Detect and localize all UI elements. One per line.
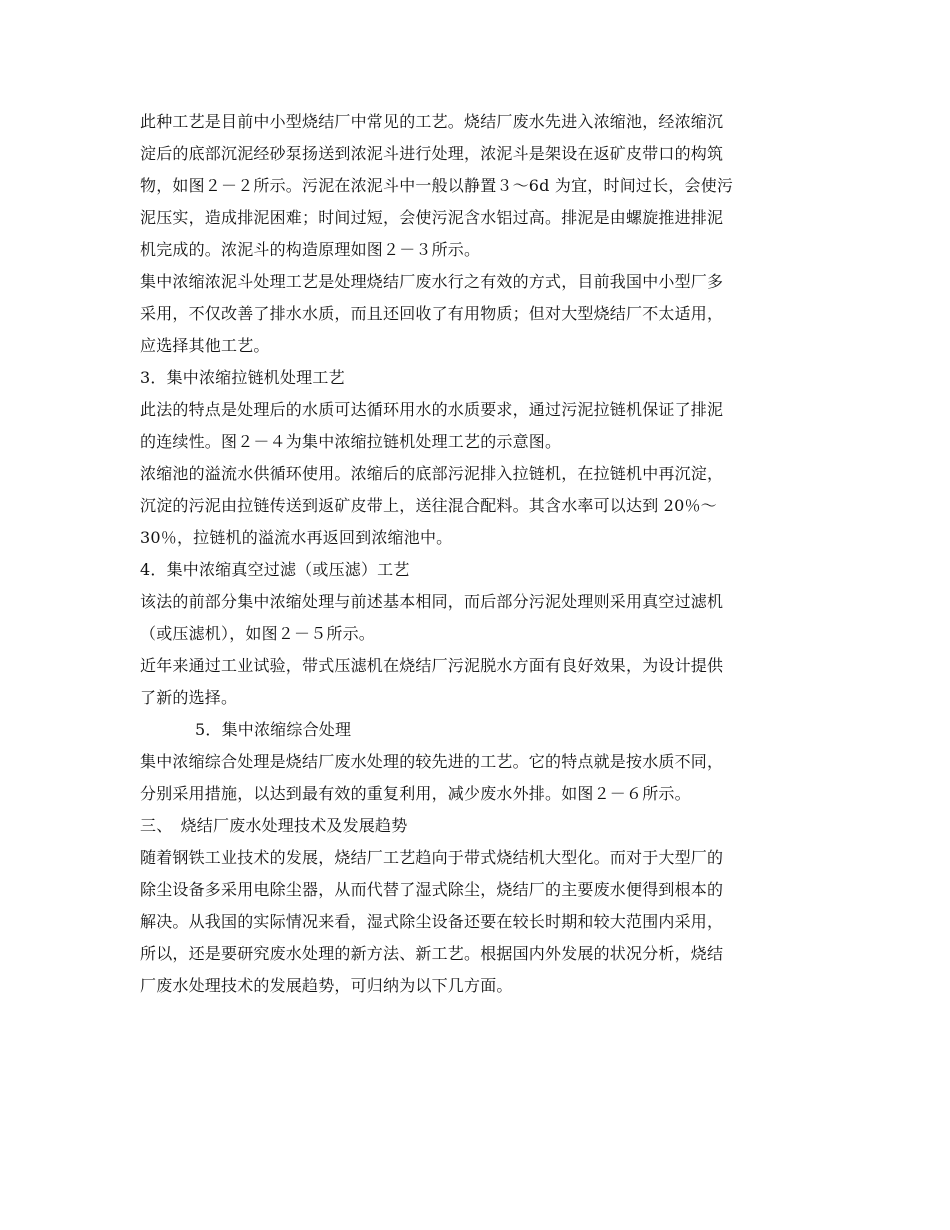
section-heading: 3．集中浓缩拉链机处理工艺: [140, 368, 345, 387]
paragraph-line: 此法的特点是处理后的水质可达循环用水的水质要求，通过污泥拉链机保证了排泥: [140, 400, 724, 419]
paragraph-line: 了新的选择。: [140, 688, 238, 707]
paragraph-line: 物，如图２－２所示。污泥在浓泥斗中一般以静置３～6d 为宜，时间过长，会使污: [140, 176, 734, 195]
paragraph-line: 除尘设备多采用电除尘器，从而代替了湿式除尘，烧结厂的主要废水便得到根本的: [140, 880, 724, 899]
section-heading: 三、 烧结厂废水处理技术及发展趋势: [140, 816, 408, 835]
paragraph-line: 采用，不仅改善了排水水质，而且还回收了有用物质；但对大型烧结厂不太适用，: [140, 304, 724, 323]
paragraph-line: 所以，还是要研究废水处理的新方法、新工艺。根据国内外发展的状况分析，烧结: [140, 944, 724, 963]
paragraph-line: （或压滤机），如图２－５所示。: [140, 624, 376, 643]
paragraph-line: 集中浓缩综合处理是烧结厂废水处理的较先进的工艺。它的特点就是按水质不同，: [140, 752, 724, 771]
paragraph-line: 集中浓缩浓泥斗处理工艺是处理烧结厂废水行之有效的方式，目前我国中小型厂多: [140, 272, 724, 291]
paragraph-line: 此种工艺是目前中小型烧结厂中常见的工艺。烧结厂废水先进入浓缩池，经浓缩沉: [140, 112, 724, 131]
paragraph-line: 分别采用措施，以达到最有效的重复利用，减少废水外排。如图２－６所示。: [140, 784, 691, 803]
paragraph-line: 近年来通过工业试验，带式压滤机在烧结厂污泥脱水方面有良好效果，为设计提供: [140, 656, 724, 675]
paragraph-line: 机完成的。浓泥斗的构造原理如图２－３所示。: [140, 240, 481, 259]
section-heading: 5．集中浓缩综合处理: [195, 720, 352, 739]
paragraph-line: 随着钢铁工业技术的发展，烧结厂工艺趋向于带式烧结机大型化。而对于大型厂的: [140, 848, 724, 867]
paragraph-line: 该法的前部分集中浓缩处理与前述基本相同，而后部分污泥处理则采用真空过滤机: [140, 592, 724, 611]
paragraph-line: 泥压实，造成排泥困难；时间过短，会使污泥含水铝过高。排泥是由螺旋推进排泥: [140, 208, 724, 227]
paragraph-line: 解决。从我国的实际情况来看，湿式除尘设备还要在较长时期和较大范围内采用，: [140, 912, 724, 931]
paragraph-line: 应选择其他工艺。: [140, 336, 270, 355]
paragraph-line: 30％，拉链机的溢流水再返回到浓缩池中。: [140, 528, 453, 547]
paragraph-line: 厂废水处理技术的发展趋势，可归纳为以下几方面。: [140, 976, 513, 995]
paragraph-line: 沉淀的污泥由拉链传送到返矿皮带上，送往混合配料。其含水率可以达到 20％～: [140, 496, 717, 515]
paragraph-line: 浓缩池的溢流水供循环使用。浓缩后的底部污泥排入拉链机，在拉链机中再沉淀，: [140, 464, 724, 483]
paragraph-line: 淀后的底部沉泥经砂泵扬送到浓泥斗进行处理，浓泥斗是架设在返矿皮带口的构筑: [140, 144, 724, 163]
paragraph-line: 的连续性。图２－４为集中浓缩拉链机处理工艺的示意图。: [140, 432, 562, 451]
section-heading: 4．集中浓缩真空过滤（或压滤）工艺: [140, 560, 410, 579]
